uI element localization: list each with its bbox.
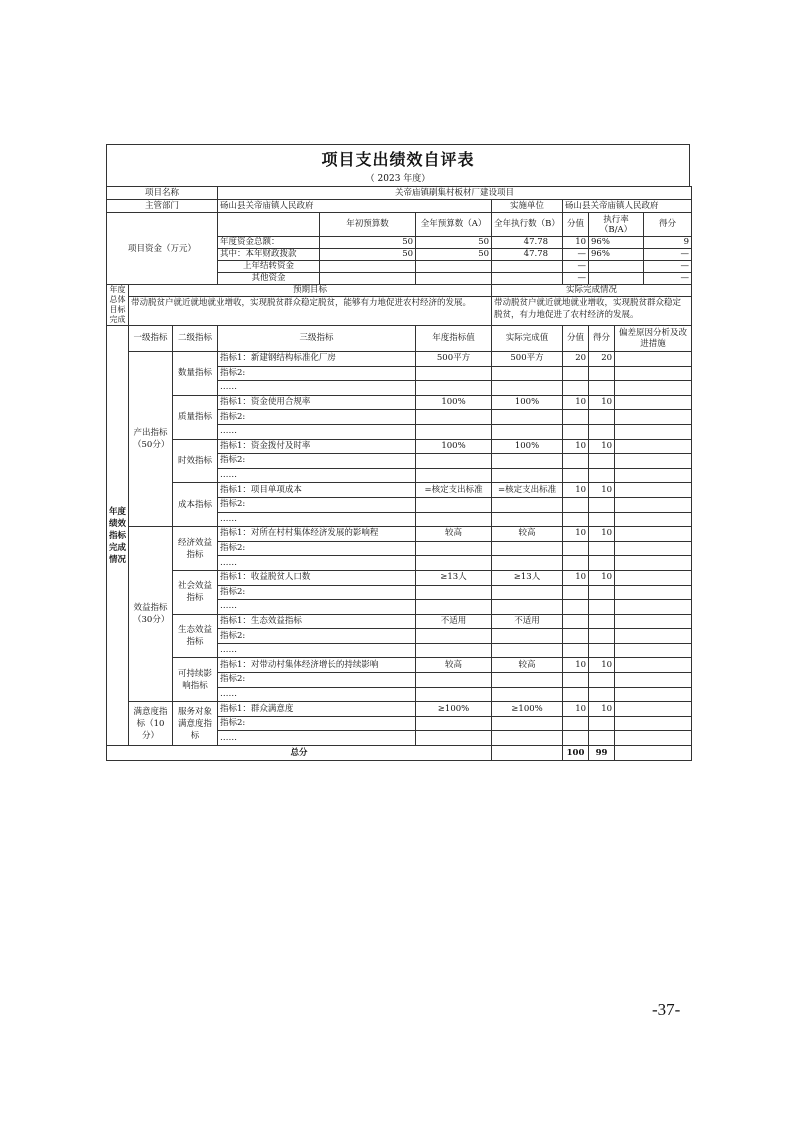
score-value: 10 — [563, 570, 589, 585]
actual-value — [492, 512, 563, 527]
score-value — [563, 381, 589, 396]
level1-indicator: 产出指标（50分） — [129, 352, 173, 527]
deviation-value — [615, 556, 692, 571]
level3-indicator: 指标2: — [218, 716, 416, 731]
got-value — [589, 541, 615, 556]
impl-value: 砀山县关帝庙镇人民政府 — [563, 200, 692, 213]
deviation-value — [615, 702, 692, 717]
target-value: 较高 — [416, 527, 492, 542]
actual-value: ≥13人 — [492, 570, 563, 585]
got-value — [589, 716, 615, 731]
header-target: 年度指标值 — [416, 326, 492, 352]
got-value — [589, 643, 615, 658]
deviation-value — [615, 570, 692, 585]
score-value: 10 — [563, 658, 589, 673]
deviation-value — [615, 600, 692, 615]
expected-label: 预期目标 — [129, 285, 492, 297]
target-value: 100% — [416, 439, 492, 454]
level3-indicator: …… — [218, 381, 416, 396]
score-value — [563, 629, 589, 644]
deviation-value — [615, 716, 692, 731]
level3-indicator: 指标1：项目单项成本 — [218, 483, 416, 498]
funds-row-name: 年度资金总额： — [218, 237, 320, 249]
funds-header: 全年预算数（A） — [416, 213, 492, 237]
deviation-value — [615, 439, 692, 454]
got-value: 10 — [589, 439, 615, 454]
deviation-value — [615, 527, 692, 542]
got-value: 10 — [589, 527, 615, 542]
funds-budget: 50 — [416, 249, 492, 261]
actual-value — [492, 410, 563, 425]
target-value — [416, 366, 492, 381]
score-value: 20 — [563, 352, 589, 367]
actual-value: 不适用 — [492, 614, 563, 629]
target-value: 500平方 — [416, 352, 492, 367]
score-value: 10 — [563, 395, 589, 410]
funds-rate: 96% — [589, 249, 644, 261]
score-value — [563, 643, 589, 658]
got-value — [589, 673, 615, 688]
table-row — [107, 352, 692, 367]
actual-value — [492, 673, 563, 688]
target-value: ≥13人 — [416, 570, 492, 585]
level3-indicator: …… — [218, 687, 416, 702]
actual-value — [492, 366, 563, 381]
got-value — [589, 454, 615, 469]
table-row — [107, 395, 692, 410]
level2-indicator: 成本指标 — [173, 483, 218, 527]
deviation-value — [615, 366, 692, 381]
funds-score: — — [563, 249, 589, 261]
impl-label: 实施单位 — [492, 200, 563, 213]
funds-exec — [492, 273, 563, 285]
header-actual: 实际完成值 — [492, 326, 563, 352]
got-value — [589, 512, 615, 527]
got-value: 10 — [589, 658, 615, 673]
table-row — [107, 439, 692, 454]
deviation-value — [615, 658, 692, 673]
level3-indicator: 指标2: — [218, 629, 416, 644]
target-value — [416, 497, 492, 512]
page-number: -37- — [652, 1000, 681, 1019]
funds-got: — — [644, 273, 692, 285]
funds-rate — [589, 261, 644, 273]
total-score: 100 — [563, 746, 589, 761]
actual-value — [492, 497, 563, 512]
table-row — [107, 483, 692, 498]
evaluation-table — [106, 186, 692, 761]
table-row — [107, 658, 692, 673]
actual-value — [492, 687, 563, 702]
got-value — [589, 614, 615, 629]
target-value — [416, 468, 492, 483]
header-deviation: 偏差原因分析及改进措施 — [615, 326, 692, 352]
level3-indicator: 指标1：新建钢结构标准化厂房 — [218, 352, 416, 367]
actual-value — [492, 629, 563, 644]
actual-value: =核定支出标准 — [492, 483, 563, 498]
level2-indicator: 可持续影响指标 — [173, 658, 218, 702]
table-row — [107, 213, 692, 237]
table-row — [107, 285, 692, 297]
level3-indicator: 指标2: — [218, 585, 416, 600]
score-value — [563, 716, 589, 731]
header-got: 得分 — [589, 326, 615, 352]
got-value: 10 — [589, 395, 615, 410]
level3-indicator: …… — [218, 731, 416, 746]
actual-label: 实际完成情况 — [492, 285, 692, 297]
score-value — [563, 454, 589, 469]
score-value — [563, 585, 589, 600]
table-row — [107, 326, 692, 352]
actual-value — [492, 541, 563, 556]
deviation-value — [615, 381, 692, 396]
got-value — [589, 731, 615, 746]
funds-score: — — [563, 273, 589, 285]
funds-got: 9 — [644, 237, 692, 249]
target-value — [416, 716, 492, 731]
score-value — [563, 541, 589, 556]
target-value: ≥100% — [416, 702, 492, 717]
dept-value: 砀山县关帝庙镇人民政府 — [218, 200, 492, 213]
funds-header: 全年执行数（B） — [492, 213, 563, 237]
table-row — [107, 187, 692, 200]
table-row — [107, 200, 692, 213]
target-value — [416, 410, 492, 425]
funds-init: 50 — [320, 237, 416, 249]
target-value — [416, 585, 492, 600]
deviation-value — [615, 629, 692, 644]
actual-value — [492, 454, 563, 469]
score-value — [563, 512, 589, 527]
funds-header: 执行率（B/A） — [589, 213, 644, 237]
deviation-value — [615, 614, 692, 629]
level2-indicator: 数量指标 — [173, 352, 218, 396]
got-value — [589, 381, 615, 396]
level2-indicator: 时效指标 — [173, 439, 218, 483]
level1-indicator: 效益指标（30分） — [129, 527, 173, 702]
score-value — [563, 410, 589, 425]
deviation-value — [615, 673, 692, 688]
total-label: 总分 — [107, 746, 492, 761]
target-value — [416, 454, 492, 469]
funds-row-name: 其他资金 — [218, 273, 320, 285]
score-value: 10 — [563, 702, 589, 717]
got-value — [589, 497, 615, 512]
project-name: 关帝庙镇刷集村板材厂建设项目 — [218, 187, 692, 200]
score-value — [563, 366, 589, 381]
level3-indicator: 指标2: — [218, 366, 416, 381]
actual-value — [492, 381, 563, 396]
deviation-value — [615, 483, 692, 498]
funds-blank — [218, 213, 320, 237]
dept-label: 主管部门 — [107, 200, 218, 213]
got-value — [589, 556, 615, 571]
target-value: 较高 — [416, 658, 492, 673]
level2-indicator: 生态效益指标 — [173, 614, 218, 658]
level3-indicator: …… — [218, 643, 416, 658]
deviation-value — [615, 410, 692, 425]
funds-header: 得分 — [644, 213, 692, 237]
level3-indicator: …… — [218, 556, 416, 571]
level3-indicator: …… — [218, 512, 416, 527]
deviation-value — [615, 468, 692, 483]
table-row — [107, 570, 692, 585]
level3-indicator: 指标2: — [218, 673, 416, 688]
header-level3: 三级指标 — [218, 326, 416, 352]
level2-indicator: 经济效益指标 — [173, 527, 218, 571]
score-value — [563, 687, 589, 702]
goals-label: 年度总体目标完成 — [107, 285, 129, 326]
level3-indicator: 指标1：收益脱贫人口数 — [218, 570, 416, 585]
funds-row-name: 其中：本年财政拨款 — [218, 249, 320, 261]
level3-indicator: …… — [218, 600, 416, 615]
level2-indicator: 社会效益指标 — [173, 570, 218, 614]
target-value — [416, 512, 492, 527]
funds-exec: 47.78 — [492, 237, 563, 249]
got-value: 20 — [589, 352, 615, 367]
actual-value — [492, 424, 563, 439]
indicators-section-label: 年度绩效指标完成情况 — [107, 326, 129, 746]
score-value — [563, 600, 589, 615]
deviation-value — [615, 395, 692, 410]
actual-value — [492, 643, 563, 658]
table-row — [107, 527, 692, 542]
score-value — [563, 468, 589, 483]
target-value — [416, 556, 492, 571]
level3-indicator: 指标1：资金使用合规率 — [218, 395, 416, 410]
header-level2: 二级指标 — [173, 326, 218, 352]
actual-value: 较高 — [492, 658, 563, 673]
level3-indicator: 指标1：生态效益指标 — [218, 614, 416, 629]
funds-row-name: 上年结转资金 — [218, 261, 320, 273]
expected-goal: 带动脱贫户就近就地就业增收，实现脱贫群众稳定脱贫，能够有力地促进农村经济的发展。 — [129, 297, 492, 326]
score-value: 10 — [563, 527, 589, 542]
funds-budget — [416, 273, 492, 285]
actual-value — [492, 585, 563, 600]
level3-indicator: 指标2: — [218, 454, 416, 469]
project-name-label: 项目名称 — [107, 187, 218, 200]
funds-got: — — [644, 261, 692, 273]
deviation-value — [615, 731, 692, 746]
target-value — [416, 541, 492, 556]
header-level1: 一级指标 — [129, 326, 173, 352]
actual-value — [492, 600, 563, 615]
got-value: 10 — [589, 570, 615, 585]
year-line: （ 2023 年度） — [106, 173, 690, 186]
level3-indicator: 指标1：对所在村村集体经济发展的影响程 — [218, 527, 416, 542]
got-value: 10 — [589, 702, 615, 717]
header-score: 分值 — [563, 326, 589, 352]
level1-indicator: 满意度指标（10分） — [129, 702, 173, 746]
funds-rate: 96% — [589, 237, 644, 249]
funds-header: 分值 — [563, 213, 589, 237]
score-value — [563, 731, 589, 746]
target-value: 100% — [416, 395, 492, 410]
level3-indicator: 指标2: — [218, 497, 416, 512]
level3-indicator: 指标2: — [218, 541, 416, 556]
actual-value: 500平方 — [492, 352, 563, 367]
score-value — [563, 497, 589, 512]
total-blank2 — [615, 746, 692, 761]
got-value — [589, 629, 615, 644]
target-value — [416, 381, 492, 396]
funds-header: 年初预算数 — [320, 213, 416, 237]
funds-init — [320, 273, 416, 285]
table-row — [107, 297, 692, 326]
target-value — [416, 643, 492, 658]
deviation-value — [615, 541, 692, 556]
actual-value: 100% — [492, 395, 563, 410]
table-row — [107, 746, 692, 761]
level2-indicator: 质量指标 — [173, 395, 218, 439]
page-title: 项目支出绩效自评表 — [106, 144, 690, 173]
deviation-value — [615, 643, 692, 658]
target-value — [416, 629, 492, 644]
level3-indicator: 指标2: — [218, 410, 416, 425]
got-value — [589, 366, 615, 381]
total-got: 99 — [589, 746, 615, 761]
target-value — [416, 600, 492, 615]
target-value — [416, 424, 492, 439]
actual-value: ≥100% — [492, 702, 563, 717]
deviation-value — [615, 424, 692, 439]
deviation-value — [615, 585, 692, 600]
funds-init — [320, 261, 416, 273]
target-value — [416, 673, 492, 688]
deviation-value — [615, 352, 692, 367]
actual-value — [492, 716, 563, 731]
deviation-value — [615, 497, 692, 512]
actual-value: 100% — [492, 439, 563, 454]
got-value — [589, 585, 615, 600]
got-value — [589, 687, 615, 702]
score-value — [563, 614, 589, 629]
funds-got: — — [644, 249, 692, 261]
got-value — [589, 410, 615, 425]
target-value: =核定支出标准 — [416, 483, 492, 498]
score-value: 10 — [563, 439, 589, 454]
funds-label: 项目资金（万元） — [107, 213, 218, 285]
level3-indicator: 指标1：对带动村集体经济增长的持续影响 — [218, 658, 416, 673]
level3-indicator: 指标1：资金拨付及时率 — [218, 439, 416, 454]
funds-score: 10 — [563, 237, 589, 249]
got-value: 10 — [589, 483, 615, 498]
deviation-value — [615, 687, 692, 702]
funds-exec — [492, 261, 563, 273]
actual-value — [492, 731, 563, 746]
table-row — [107, 702, 692, 717]
level3-indicator: …… — [218, 468, 416, 483]
funds-exec: 47.78 — [492, 249, 563, 261]
target-value — [416, 731, 492, 746]
target-value — [416, 687, 492, 702]
score-value — [563, 424, 589, 439]
score-value — [563, 673, 589, 688]
funds-budget — [416, 261, 492, 273]
deviation-value — [615, 454, 692, 469]
level3-indicator: …… — [218, 424, 416, 439]
level3-indicator: 指标1：群众满意度 — [218, 702, 416, 717]
actual-goal: 带动脱贫户就近就地就业增收，实现脱贫群众稳定脱贫，有力地促进了农村经济的发展。 — [492, 297, 692, 326]
funds-score: — — [563, 261, 589, 273]
table-row — [107, 614, 692, 629]
got-value — [589, 468, 615, 483]
funds-budget: 50 — [416, 237, 492, 249]
actual-value — [492, 468, 563, 483]
level2-indicator: 服务对象满意度指标 — [173, 702, 218, 746]
actual-value: 较高 — [492, 527, 563, 542]
target-value: 不适用 — [416, 614, 492, 629]
funds-rate — [589, 273, 644, 285]
got-value — [589, 424, 615, 439]
score-value: 10 — [563, 483, 589, 498]
actual-value — [492, 556, 563, 571]
deviation-value — [615, 512, 692, 527]
total-blank — [492, 746, 563, 761]
score-value — [563, 556, 589, 571]
funds-init: 50 — [320, 249, 416, 261]
got-value — [589, 600, 615, 615]
